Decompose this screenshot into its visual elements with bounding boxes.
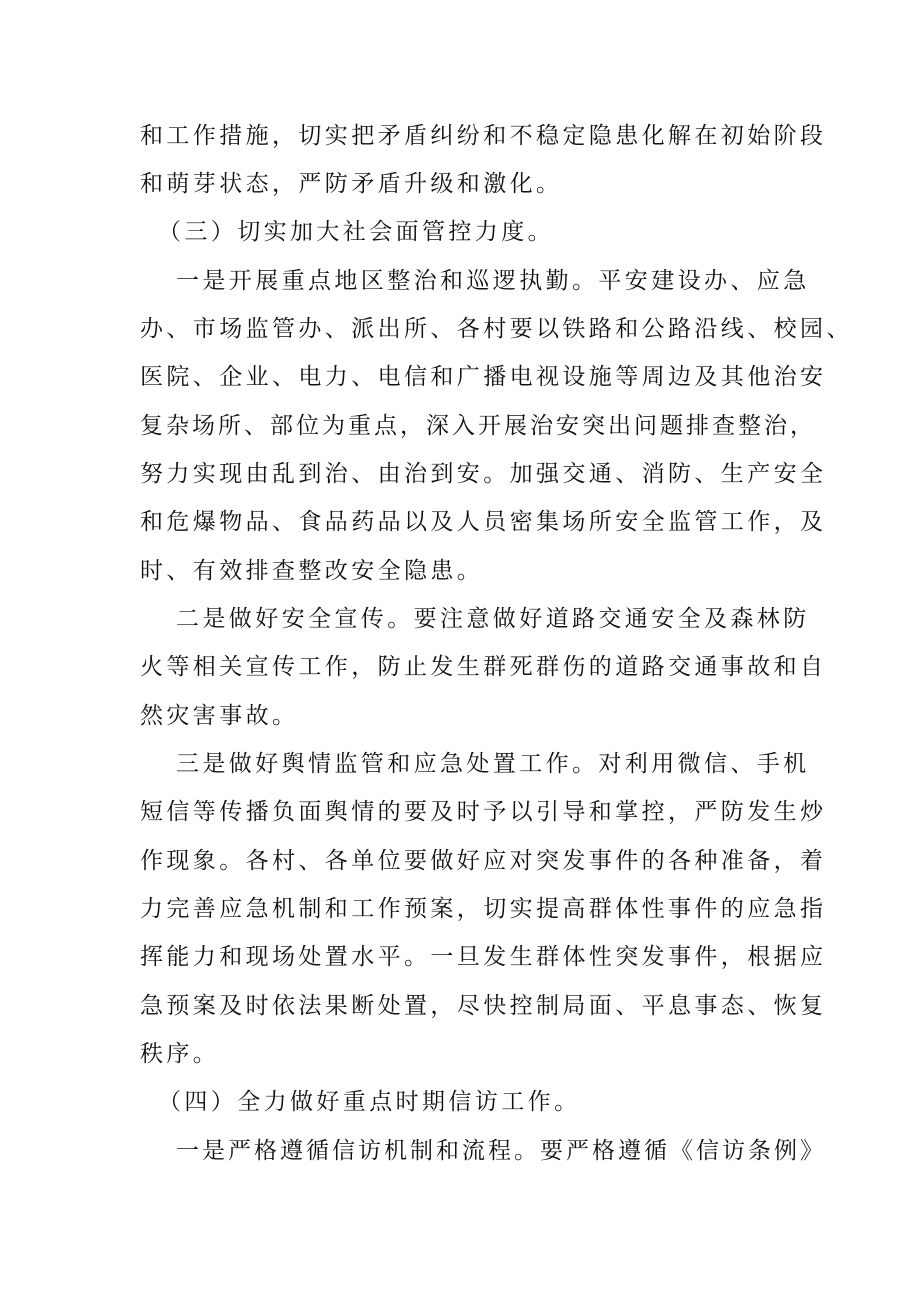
body-text-line: 和萌芽状态，严防矛盾升级和激化。 bbox=[140, 171, 563, 197]
body-text-line: 和危爆物品、食品药品以及人员密集场所安全监管工作，及 bbox=[140, 509, 827, 535]
body-text-line: 秩序。 bbox=[140, 1041, 220, 1067]
body-text-line: 二是做好安全宣传。要注意做好道路交通安全及森林防 bbox=[176, 606, 810, 632]
section-heading: （三）切实加大社会面管控力度。 bbox=[158, 219, 554, 245]
body-text-line: 和工作措施，切实把矛盾纠纷和不稳定隐患化解在初始阶段 bbox=[140, 123, 827, 149]
body-text-line: 办、市场监管办、派出所、各村要以铁路和公路沿线、校园、 bbox=[140, 316, 853, 342]
body-text-line: 三是做好舆情监管和应急处置工作。对利用微信、手机 bbox=[176, 751, 810, 777]
body-text-line: 一是开展重点地区整治和巡逻执勤。平安建设办、应急 bbox=[176, 268, 810, 294]
body-text-line: 挥能力和现场处置水平。一旦发生群体性突发事件，根据应 bbox=[140, 944, 827, 970]
section-heading: （四）全力做好重点时期信访工作。 bbox=[158, 1089, 581, 1115]
body-text-line: 然灾害事故。 bbox=[140, 703, 299, 729]
body-text-line: 作现象。各村、各单位要做好应对突发事件的各种准备，着 bbox=[140, 848, 827, 874]
body-text-line: 短信等传播负面舆情的要及时予以引导和掌控，严防发生炒 bbox=[140, 799, 827, 825]
body-text-line: 一是严格遵循信访机制和流程。要严格遵循《信访条例》 bbox=[176, 1138, 826, 1164]
body-text-line: 力完善应急机制和工作预案，切实提高群体性事件的应急指 bbox=[140, 896, 827, 922]
body-text-line: 火等相关宣传工作，防止发生群死群伤的道路交通事故和自 bbox=[140, 654, 827, 680]
body-text-line: 医院、企业、电力、电信和广播电视设施等周边及其他治安 bbox=[140, 364, 827, 390]
body-text-line: 时、有效排查整改安全隐患。 bbox=[140, 558, 484, 584]
body-text-line: 急预案及时依法果断处置，尽快控制局面、平息事态、恢复 bbox=[140, 993, 827, 1019]
body-text-line: 努力实现由乱到治、由治到安。加强交通、消防、生产安全 bbox=[140, 461, 827, 487]
body-text-line: 复杂场所、部位为重点，深入开展治安突出问题排查整治， bbox=[140, 413, 816, 439]
